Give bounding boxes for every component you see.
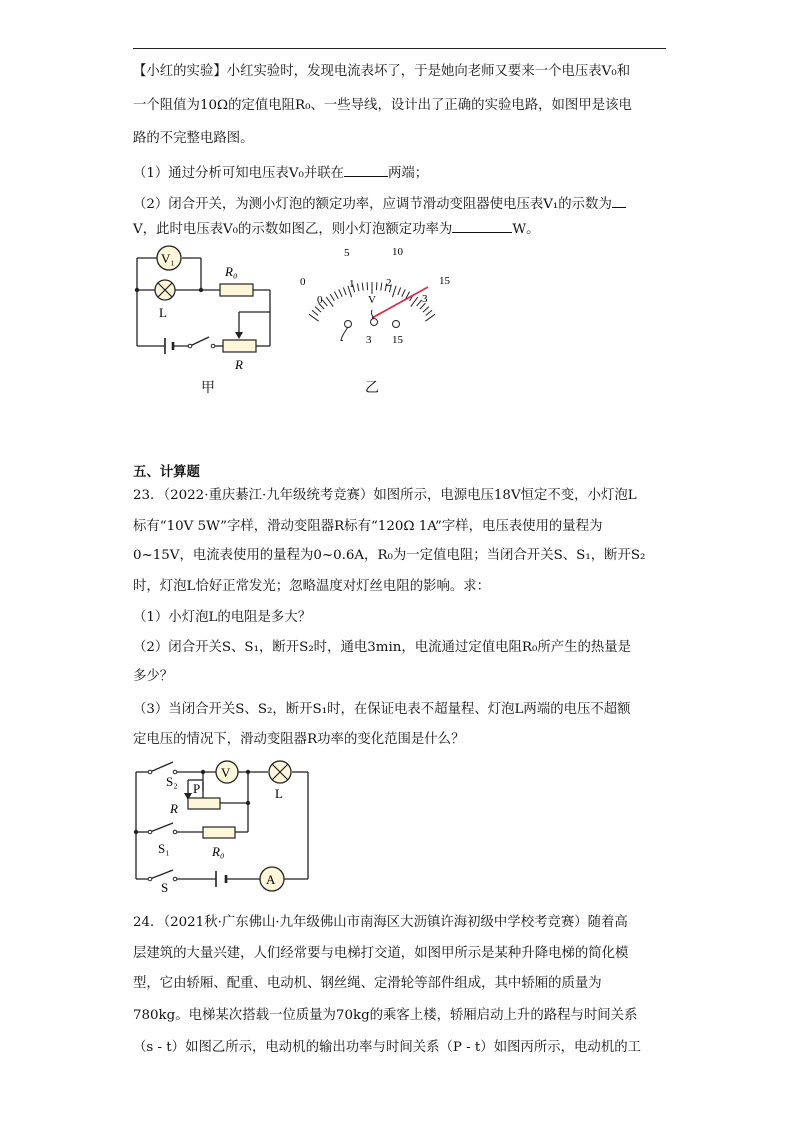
- figure-caption-yi: 乙: [365, 380, 379, 396]
- resistor-r0: [220, 284, 253, 296]
- q22-line-2: 一个阻值为10Ω的定值电阻R₀、一些导线，设计出了正确的实验电路，如图甲是该电: [133, 98, 632, 113]
- rheostat: [223, 340, 256, 352]
- figure-caption-jia: 甲: [201, 380, 215, 396]
- dial-tick: [322, 300, 327, 306]
- q23-line-4: 时，灯泡L恰好正常发光；忽略温度对灯丝电阻的影响。求：: [133, 579, 491, 594]
- q22-sub-2-tail: W。: [512, 222, 540, 237]
- lamp-label: L: [275, 786, 283, 801]
- voltmeter-dial-figure: [292, 240, 462, 345]
- switch-s2-label: S₂: [166, 774, 178, 789]
- dial-unit-label: V: [368, 294, 376, 306]
- q23-sub-2: （2）闭合开关S、S₁，断开S₂时，通电3min，电流通过定值电阻R₀所产生的热量是: [133, 640, 632, 655]
- q24-line-1: 24．（2021秋·广东佛山·九年级佛山市南海区大沥镇许海初级中学校考竞赛）随着高: [133, 915, 628, 930]
- top-rule: [133, 48, 666, 49]
- q23-line-2: 标有“10V 5W”字样，滑动变阻器R标有“120Ω 1A”字样，电压表使用的量程为: [133, 519, 603, 534]
- terminal-icon: [345, 321, 352, 328]
- terminal-icon: [393, 321, 400, 328]
- q23-line-1: 23．（2022·重庆綦江·九年级统考竞赛）如图所示，电源电压18V恒定不变，小灯泡L: [133, 488, 637, 503]
- dial-tick: [367, 282, 368, 290]
- dial-tick: [402, 289, 405, 296]
- r0-label: R₀: [225, 264, 238, 279]
- q22-sub-2-text-b: V，此时电压表V₀的示数如图乙，则小灯泡额定功率为: [133, 222, 453, 237]
- dial-tick: [330, 294, 334, 301]
- answer-blank[interactable]: [344, 162, 388, 177]
- q24-line-2: 层建筑的大量兴建，人们经常要与电梯打交道，如图甲所示是某种升降电梯的简化模: [133, 946, 629, 961]
- dial-tick: [423, 307, 429, 313]
- q22-sub-1-text: （1）通过分析可知电压表V₀并联在: [133, 166, 345, 181]
- dial-tick: [392, 286, 396, 297]
- q22-line-1: 【小红的实验】小红实验时，发现电流表坏了，于是她向老师又要来一个电压表V₀和: [133, 64, 631, 79]
- voltmeter-v1-label: V₁: [161, 251, 175, 266]
- dial-tick: [417, 300, 422, 306]
- dial-tick: [398, 288, 401, 295]
- terminal-label: -: [340, 335, 344, 345]
- q23-sub-2-cont: 多少？: [133, 669, 174, 684]
- q24-line-4: 780kg。电梯某次搭载一位质量为70kg的乘客上楼，轿厢启动上升的路程与时间关系: [133, 1008, 638, 1023]
- q22-sub-2: [133, 193, 626, 215]
- dial-inner-label: 0: [317, 294, 323, 306]
- dial-tick: [334, 292, 338, 299]
- lamp-label: L: [159, 305, 167, 320]
- dial-inner-label: 1: [349, 278, 355, 290]
- voltmeter-label: V: [221, 765, 231, 780]
- dial-outer-label: 15: [439, 275, 450, 287]
- dial-tick: [381, 283, 382, 291]
- dial-outer-label: 10: [392, 246, 403, 258]
- q22-sub-2-text: （2）闭合开关，为测小灯泡的额定功率，应调节滑动变阻器使电压表V₁的示数为: [133, 197, 612, 212]
- rheostat-label: R: [170, 801, 178, 816]
- q22-sub-2-cont: [133, 218, 539, 240]
- answer-blank[interactable]: [612, 193, 626, 208]
- q23-line-3: 0~15V，电流表使用的量程为0~0.6A，R₀为一定值电阻；当闭合开关S、S₁，断开S₂: [133, 548, 646, 563]
- terminal-label: 15: [392, 334, 403, 345]
- dial-tick: [343, 288, 346, 295]
- dial-tick: [362, 283, 363, 291]
- ammeter-label: A: [266, 872, 276, 887]
- rheostat: [188, 798, 220, 809]
- answer-blank[interactable]: [452, 218, 512, 233]
- switch-s1-label: S₁: [158, 841, 170, 856]
- resistor-r0: [203, 827, 235, 838]
- rheostat-label: R: [235, 357, 243, 372]
- circuit-figure-q23: [128, 755, 318, 895]
- dial-tick: [357, 283, 359, 291]
- q24-line-3: 型，它由轿厢、配重、电动机、钢丝绳、定滑轮等部件组成，其中轿厢的质量为: [133, 976, 602, 991]
- dial-tick: [376, 282, 377, 290]
- dial-inner-label: 3: [422, 293, 428, 305]
- slider-arrow-icon: [235, 332, 243, 339]
- slider-p-label: P: [193, 781, 201, 796]
- dial-outer-label: 0: [300, 276, 306, 288]
- q22-line-3: 路的不完整电路图。: [133, 131, 254, 146]
- circuit-figure-jia: [125, 242, 280, 372]
- dial-tick: [315, 307, 321, 313]
- q24-line-5: （s - t）如图乙所示，电动机的输出功率与时间关系（P - t）如图丙所示，电动机的工: [133, 1040, 641, 1055]
- dial-tick: [426, 310, 432, 315]
- q23-sub-1: （1）小灯泡L的电阻是多大？: [133, 610, 312, 625]
- dial-tick: [312, 310, 318, 315]
- terminal-label: 3: [366, 334, 372, 345]
- q22-sub-1: [133, 162, 428, 184]
- section-title: 五、计算题: [133, 465, 200, 480]
- q23-sub-3-cont: 定电压的情况下，滑动变阻器R功率的变化范围是什么？: [133, 732, 465, 747]
- dial-tick: [339, 289, 342, 296]
- terminal-icon: [371, 319, 378, 326]
- q23-sub-3: （3）当闭合开关S、S₂，断开S₁时，在保证电表不超量程、灯泡L两端的电压不超额: [133, 702, 631, 717]
- dial-outer-label: 5: [344, 247, 350, 259]
- r0-label: R₀: [212, 844, 225, 859]
- dial-inner-label: 2: [386, 277, 392, 289]
- switch-s-label: S: [161, 880, 169, 895]
- q22-sub-1-tail: 两端；: [388, 166, 429, 181]
